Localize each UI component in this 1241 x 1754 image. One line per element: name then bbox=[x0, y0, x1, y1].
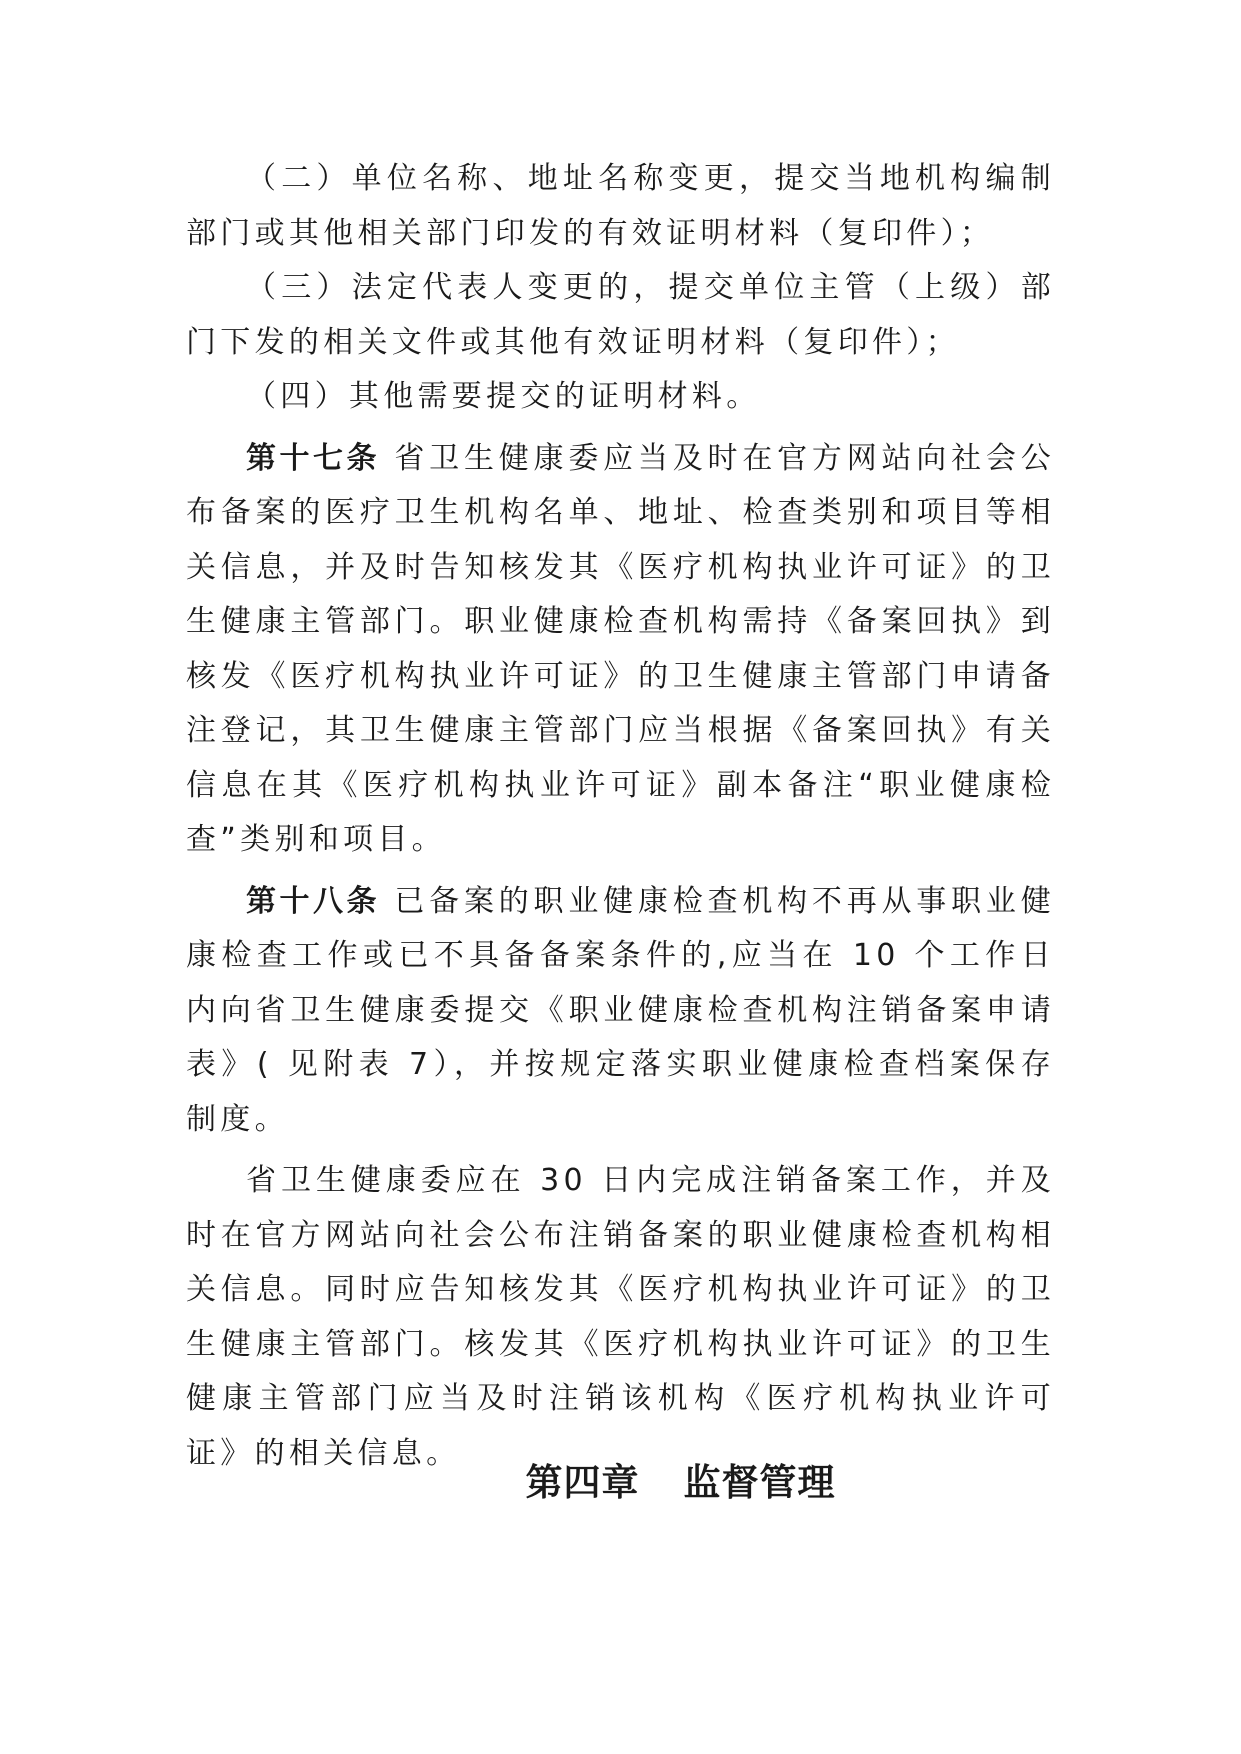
chapter-heading bbox=[0, 1452, 1241, 1506]
article-text: 省卫生健康委应当及时在官方网站向社会公布备案的医疗卫生机构名单、地址、检查类别和项目等相关信息，并及时告知核发其《医疗机构执业许可证》的卫生健康主管部门。职业健康检查机构需持《备案回执》到核发《医疗机构执业许可证》的卫生健康主管部门申请备注登记，其卫生健康主管部门应当根据《备案回执》有关信息在其《医疗机构执业许可证》副本备注“职业健康检查”类别和项目。 bbox=[186, 440, 1056, 857]
chapter-number: 第四章 bbox=[525, 1461, 640, 1504]
document-body bbox=[186, 152, 1055, 1481]
paragraph-item-3 bbox=[186, 261, 1055, 370]
paragraph-item-2 bbox=[186, 152, 1055, 261]
chapter-title-text: 监督管理 bbox=[683, 1461, 836, 1504]
article-17 bbox=[186, 432, 1055, 868]
article-18-continuation bbox=[186, 1154, 1055, 1481]
paragraph-item-4 bbox=[186, 370, 1055, 425]
paragraph-text: （二）单位名称、地址名称变更，提交当地机构编制部门或其他相关部门印发的有效证明材料（复印件）； bbox=[186, 161, 1055, 251]
article-text: 已备案的职业健康检查机构不再从事职业健康检查工作或已不具备备案条件的,应当在 10 个工作日内向省卫生健康委提交《职业健康检查机构注销备案申请表》( 见附表 7），并按规定落实职业健康检查档案保存制度。 bbox=[186, 883, 1056, 1137]
article-number: 第十八条 bbox=[246, 883, 380, 919]
paragraph-text: 省卫生健康委应在 30 日内完成注销备案工作，并及时在官方网站向社会公布注销备案的职业健康检查机构相关信息。同时应告知核发其《医疗机构执业许可证》的卫生健康主管部门。核发其《医疗机构执业许可证》的卫生健康主管部门应当及时注销该机构《医疗机构执业许可证》的相关信息。 bbox=[186, 1163, 1055, 1471]
article-number: 第十七条 bbox=[246, 440, 380, 476]
paragraph-text: （四）其他需要提交的证明材料。 bbox=[246, 379, 761, 414]
article-18 bbox=[186, 875, 1055, 1148]
paragraph-text: （三）法定代表人变更的，提交单位主管（上级）部门下发的相关文件或其他有效证明材料（复印件）； bbox=[186, 270, 1055, 360]
